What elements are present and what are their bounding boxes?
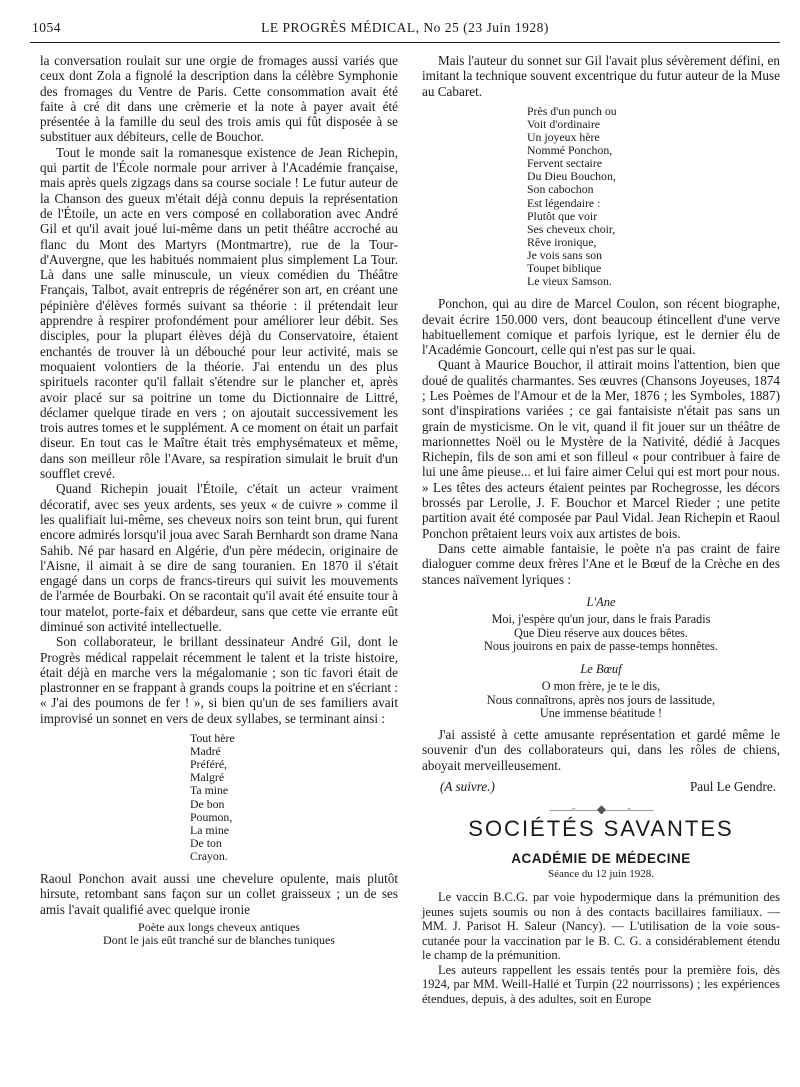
author-signature: Paul Le Gendre. — [689, 778, 776, 794]
poem-line: Malgré — [190, 770, 225, 785]
left-paragraph-5: Raoul Ponchon avait aussi une chevelure opulente, mais plutôt hirsute, retombant sans façon sur un collet graisseux ; un de ses amis l'avait qualifié avec quelque ironie — [40, 871, 398, 917]
right-paragraph-1: Mais l'auteur du sonnet sur Gil l'avait plus sévèrement défini, en imitant la technique souvent excentrique du futur auteur de la Muse au Cabaret. — [422, 53, 780, 99]
poem-ponchon — [422, 105, 780, 288]
verse-line: Une immense béatitude ! — [539, 706, 663, 721]
section-title: SOCIÉTÉS SAVANTES — [468, 816, 734, 842]
poem-line: Fervent sectaire — [527, 156, 603, 171]
poem-line: Ses cheveux choir, — [527, 221, 616, 236]
verse-line: Nous jouirons en paix de passe-temps honnêtes. — [484, 639, 718, 654]
left-paragraph-1: la conversation roulait sur une orgie de fromages aussi variés que ceux dont Zola a fignolé la description dans la célèbre Symphonie des fromages du Ventre de Paris. Cette consommation avait été faite à cré dit dans une crèmerie et la note à payer avait été présentée à la famille du seul des trois amis qui fût disposée à se substituer aux débiteurs, celle de Bouchor. — [40, 53, 398, 145]
page-header — [30, 18, 780, 40]
poem-line: Voit d'ordinaire — [527, 116, 601, 131]
poem-line: Plutôt que voir — [527, 208, 598, 223]
verse-ane — [422, 613, 780, 654]
poem-line: Préféré, — [190, 757, 228, 772]
poem-line: Je vois sans son — [527, 247, 603, 262]
journal-page — [30, 18, 780, 1078]
poem-line: Un joyeux hère — [527, 130, 600, 145]
poem-line: Tout hère — [190, 731, 235, 746]
right-paragraph-4: Dans cette aimable fantaisie, le poète n'a pas craint de faire dialoguer comme deux frères l'Ane et le Bœuf de la Crèche en des stances naïvement lyriques : — [422, 540, 780, 587]
right-paragraph-6: Le vaccin B.C.G. par voie hypodermique dans la prémunition des jeunes sujets soumis ou non à des contacts bacillaires familiaux. — MM. J. Parisot H. Saleur (Nancy). — L'utilisation de la voie sous-cutanée pour la vaccination par le B. C. G. a considérablement étendu le champ de la prémunition. — [422, 890, 780, 963]
article-footer — [422, 779, 780, 794]
poem-line: Crayon. — [190, 848, 228, 863]
poem-line: De ton — [190, 835, 222, 850]
right-paragraph-3: Quant à Maurice Bouchor, il attirait moins l'attention, bien que doué de qualités charmantes. Ses œuvres (Chansons Joyeuses, 1874 ; Les Poèmes de l'Amour et de la Mer, 1876 ; les Symboles, 1887) sont d'inspirations variées ; ce gai fantaisiste n'était pas sans un grain de mysticisme. On le vit, quand il fit jouer sur un théâtre de marionnettes Noël ou le Mystère de la Nativité, dédié à Jacques Richepin, fils de son ami et son filleul « pour contribuer à faire de lui une âme pieuse... et lui faire aimer Celui qui est mort pour nous. » Les têtes des acteurs étaient peintes par Rochegrosse, les décors brossés par Lerolle, J. F. Bouchor et Marcel Rieder ; une petite partition avait été composée par Paul Vidal. Jean Richepin et Raoul Ponchon prêtaient leurs voix aux artistes de bois. — [422, 357, 780, 541]
right-column — [422, 53, 780, 1006]
poem-line: Près d'un punch ou — [527, 103, 617, 118]
page-number: 1054 — [32, 20, 61, 35]
poem-line: La mine — [190, 822, 229, 837]
poem-line: Ta mine — [190, 783, 229, 798]
poem-line: Madré — [190, 744, 221, 759]
verse-ponchon — [40, 921, 398, 948]
verse-line: Que Dieu réserve aux douces bêtes. — [514, 625, 688, 640]
verse-line: Nous connaîtrons, après nos jours de lassitude, — [486, 692, 716, 707]
left-paragraph-2: Tout le monde sait la romanesque existence de Jean Richepin, qui partit de l'École normale pour arriver à l'Académie française, mais après quels zigzags dans sa course sociale ! Le futur auteur de la Chanson des gueux m'était déjà connu depuis la représentation de l'Étoile, un acte en vers composé en collaboration avec André Gil et qu'il avait joué lui-même dans un petit théâtre accroché au flanc du Mont des Martyrs (Montmartre), rue de la Tour-d'Auvergne, que les habitués nommaient plus simplement La Tour. Là dans une salle minuscule, un vieux comédien du Théâtre Français, Talbot, avait entrepris de régénérer son art, en créant une pépinière d'élèves formés suivant sa théorie : il prétendait leur apprendre à respirer profondément pour améliorer leur débit. Ses disciples, pour la plupart élèves déjà du Conservatoire, étaient enchantés de trouver là un débouché pour leur activité, mais se moquaient volontiers de la théorie. J'ai entendu un des plus spirituels raconter qu'il fallait s'étendre sur le plancher et, après avoir placé sur sa poitrine un tome du Dictionnaire de Littré, déclamer quelque tirade en vers ; on ajoutait successivement les trois autres tomes et le supplément. A ce moment on était un parfait diseur. En tout cas le Maître était très emphysémateux et même, dans son meilleur rôle l'Avare, sa respiration simulait le bruit d'un soufflet crevé. — [40, 144, 398, 482]
right-paragraph-5: J'ai assisté à cette amusante représentation et gardé même le souvenir d'un des collaborateurs qui, dans les rôles de chiens, aboyait merveilleusement. — [422, 727, 780, 773]
left-column — [40, 53, 398, 948]
verse-boeuf — [422, 680, 780, 721]
poem-line: Toupet biblique — [527, 261, 602, 276]
header-rule — [30, 42, 780, 43]
poem-line: Du Dieu Bouchon, — [527, 169, 616, 184]
seance-date: Séance du 12 juin 1928. — [547, 868, 654, 881]
poem-line: Rêve ironique, — [527, 234, 597, 249]
left-paragraph-3: Quand Richepin jouait l'Étoile, c'était un acteur vraiment décoratif, avec ses yeux ardents, ses yeux « de cuivre » comme il les qualifiait lui-même, ses cheveux noirs son teint brun, qui furent encore admirés lorsqu'il joua avec Sarah Bernhardt son drame Nana Sahib. Né par hasard en Algérie, d'un père médecin, originaire de l'Aisne, il aimait à se dire de sang touranien. En 1870 il s'était engagé dans un corps de francs-tireurs qui suivit les mouvements de l'armée de Bourbaki. On se racontait qu'il avait été ensuite tour à tour matelot, porte-faix et débardeur, sans que cette vie errante eût diminué son activité intellectuelle. — [40, 481, 398, 634]
verse-line: Moi, j'espère qu'un jour, dans le frais Paradis — [491, 612, 711, 627]
verse-line: Dont le jais eût tranché sur de blanches tuniques — [103, 933, 335, 948]
subsection-title: ACADÉMIE DE MÉDECINE — [511, 850, 691, 866]
poem-line: De bon — [190, 796, 225, 811]
section-ornament: ——◦——◆——◦—— — [549, 802, 653, 817]
left-paragraph-4: Son collaborateur, le brillant dessinateur André Gil, dont le Progrès médical rappelait récemment le talent et la triste histoire, était déjà en marche vers la mégalomanie ; son tic favori était de plastronner en se frappant à grands coups la poitrine et en s'écriant : « J'ai des poumons de fer ! », si bien qu'un de ses familiers avait improvisé un sonnet en vers de deux syllabes, se terminant ainsi : — [40, 634, 398, 726]
sonnet-gil — [40, 732, 398, 863]
verse-line: Poète aux longs cheveux antiques — [138, 919, 300, 934]
right-paragraph-7: Les auteurs rappellent les essais tentés pour la première fois, dès 1924, par MM. Weill-Hallé et Turpin (22 nourrissons) ; les expériences étendues, depuis, à des adultes, soit en Europe — [422, 962, 780, 1006]
poem-line: Le vieux Samson. — [527, 274, 612, 289]
right-paragraph-2: Ponchon, qui au dire de Marcel Coulon, son récent biographe, devait écrire 150.000 vers, dont beaucoup étincellent d'une verve habituellement comique et parfois lyrique, est le dernier élu de l'Académie Goncourt, celle qui n'est pas sur le quai. — [422, 296, 780, 358]
poem-line: Poumon, — [190, 809, 233, 824]
poem-line: Son cabochon — [527, 182, 594, 197]
journal-title: LE PROGRÈS MÉDICAL, No 25 (23 Juin 1928) — [261, 20, 549, 35]
to-be-continued: (A suivre.) — [440, 778, 495, 794]
speaker-boeuf: Le Bœuf — [580, 661, 622, 676]
speaker-ane: L'Ane — [586, 594, 616, 609]
verse-line: O mon frère, je te le dis, — [541, 679, 661, 694]
poem-line: Nommé Ponchon, — [527, 143, 613, 158]
poem-line: Est légendaire : — [527, 195, 601, 210]
